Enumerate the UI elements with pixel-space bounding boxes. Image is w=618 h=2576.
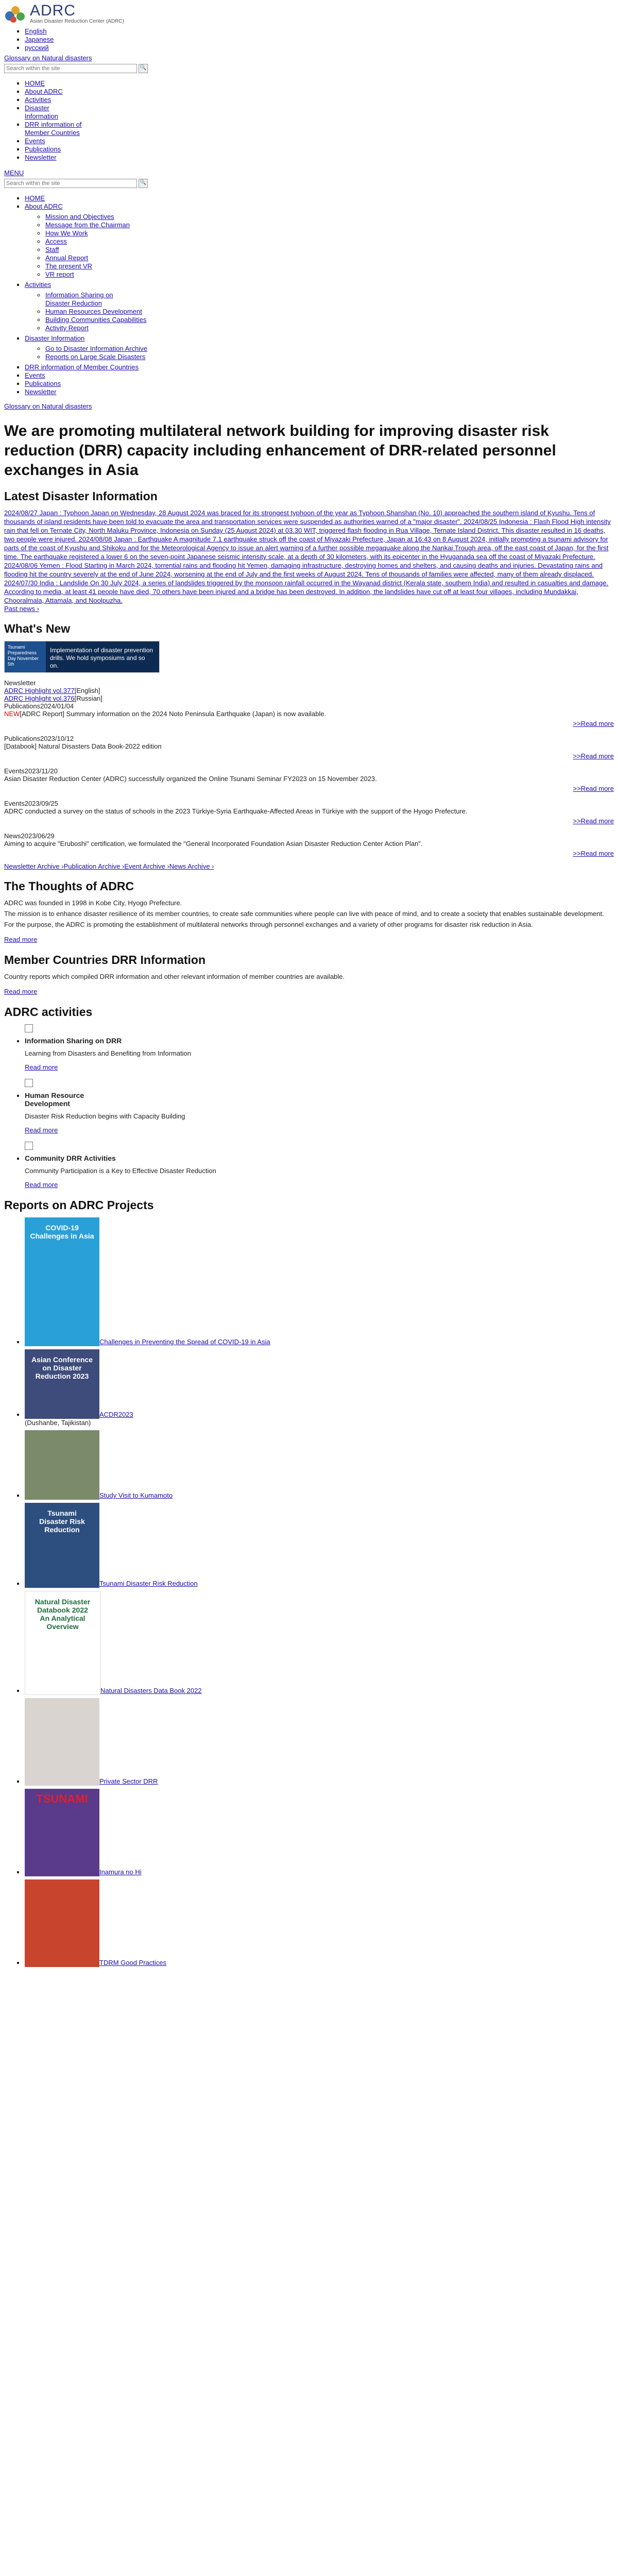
info-sharing-icon [25, 1024, 33, 1032]
thumbnail-caption: ▪ COVID-19 Challenges in Asia [30, 1224, 94, 1240]
project-link[interactable]: Private Sector DRR [99, 1777, 158, 1785]
project-item [25, 1349, 614, 1427]
menu-newsletter[interactable]: Newsletter [25, 388, 57, 396]
news-text: [Databook] Natural Disasters Data Book-2022 edition [4, 742, 162, 750]
project-item [25, 1698, 614, 1786]
menu-act-info[interactable]: Information Sharing on Disaster Reduction [45, 291, 113, 307]
nav-activities[interactable]: Activities [25, 96, 52, 104]
news-category: Newsletter [4, 679, 36, 687]
project-thumbnail[interactable] [25, 1591, 100, 1695]
new-badge: NEW [4, 710, 20, 718]
nav-home[interactable]: HOME [25, 79, 45, 87]
thoughts-read-more[interactable]: Read more [4, 936, 38, 943]
site-header [4, 0, 614, 26]
project-thumbnail[interactable] [25, 1217, 99, 1346]
menu-events[interactable]: Events [25, 371, 45, 379]
search-bar [4, 64, 614, 73]
news-date: Events2023/11/20 [4, 767, 58, 775]
search-input-2[interactable] [4, 179, 137, 188]
read-more-link[interactable]: >>Read more [573, 817, 614, 825]
menu-about-annual[interactable]: Annual Report [45, 254, 89, 262]
nav-newsletter[interactable]: Newsletter [25, 154, 57, 161]
disaster-ticker[interactable]: 2024/08/27 Japan : Typhoon Japan on Wednesday, 28 August 2024 was braced for its strongest typhoon of the year as Typhoon Shanshan (No. 10) approached the southern island of Kyushu. Tens of thousands of island residents have been told to evacuate the area and transportation services were suspended as authorities warned of a "major disaster". 2024/08/25 Indonesia : Flash Flood High intensity rain that fell on Ternate City, North Maluku Province, Indonesia on Sunday (25 August 2024) at 03.30 WIT, triggered flash flooding in Rua Village, Ternate Island District. This disaster resulted in 16 deaths, two people were injured. 2024/08/08 Japan : Earthquake A magnitude 7.1 earthquake struck off the coast of Miyazaki Prefecture, Japan at 16:43 on 8 August 2024, initially prompting a tsunami advisory for parts of the coast of Kyushu and Shikoku and for the Meteorological Agency to issue an alert warning of a further possible megaquake along the Nankai Trough area, off the east coast of Japan, for the first time. The earthquake registered a lower 6 on the seven-point Japanese seismic intensity scale, at a depth of 30 kilometers, with its epicenter in the Hyuganada sea off the coast of Miyazaki Prefecture. 2024/08/06 Yemen : Flood Starting in March 2024, torrential rains and flooding hit Yemen, damaging infrastructure, destroying homes and shelters, and causing deaths and injuries. Devastating rains and flooding hit the country severely at the end of June 2024, worsening at the end of July and the first weeks of August 2024. Tens of thousands of families were affected, many of them already displaced. 2024/07/30 India : Landslide On 30 July 2024, a series of landslides triggered by the monsoon rainfall occurred in the Wayanad district (Kerala state, southern India) and resulted in casualties and damage. According to media, at least 41 people have died, 70 others have been injured and a bridge has been destroyed. In addition, the landslides have cut off at least four villages, including Mundakkai, Chooralmala, Attamala, and Noolpuzha. [4, 509, 611, 604]
menu-act-community[interactable]: Building Communities Capabilities [45, 316, 147, 324]
menu-activities[interactable]: Activities [25, 281, 52, 289]
activity-read-more[interactable]: Read more [25, 1126, 58, 1134]
menu-about-vr[interactable]: The present VR [45, 262, 93, 270]
project-thumbnail[interactable] [25, 1879, 99, 1967]
thoughts-p3: For the purpose, the ADRC is promoting the establishment of multilateral networks through personnel exchanges and a variety of other programs for disaster risk reduction in Asia. [4, 921, 533, 928]
projects-list [4, 1217, 614, 1967]
activity-desc: Community Participation is a Key to Effective Disaster Reduction [25, 1167, 216, 1175]
lang-tag: [Russian] [74, 694, 102, 702]
thumbnail-caption: ▪ Natural Disaster Databook 2022 An Analytical Overview [35, 1598, 91, 1631]
menu-act-report[interactable]: Activity Report [45, 324, 89, 332]
lang-tag: [English] [74, 687, 100, 694]
project-thumbnail[interactable] [25, 1789, 99, 1876]
project-link[interactable]: Tsunami Disaster Risk Reduction [99, 1580, 198, 1587]
menu-home[interactable]: HOME [25, 194, 45, 202]
newsletter-link-376[interactable]: ADRC Highlight vol.376 [4, 694, 75, 702]
member-read-more[interactable]: Read more [4, 988, 38, 995]
lang-russian[interactable]: русский [25, 44, 49, 52]
news-date: News2023/06/29 [4, 832, 55, 840]
menu-about[interactable]: About ADRC [25, 202, 63, 210]
member-text: Country reports which compiled DRR information and other relevant information of member countries are available. [4, 973, 345, 980]
search-button[interactable]: 🔍 [139, 64, 148, 73]
hrd-icon [25, 1079, 33, 1087]
main-nav [4, 79, 614, 162]
menu-about-message[interactable]: Message from the Chairman [45, 221, 130, 229]
thumbnail-caption: ▪ TSUNAMI [36, 1792, 88, 1805]
whats-new-heading: What's New [4, 622, 71, 635]
menu-toggle[interactable]: MENU [4, 169, 24, 177]
activity-desc: Disaster Risk Reduction begins with Capacity Building [25, 1112, 185, 1120]
news-entry [4, 832, 614, 857]
news-text: ADRC conducted a survey on the status of schools in the 2023 Türkiye-Syria Earthquake-Affected Areas in Türkiye with the support of the Hyogo Prefecture. [4, 807, 468, 815]
project-thumbnail[interactable] [25, 1503, 99, 1588]
project-caption: (Dushanbe, Tajikistan) [25, 1419, 91, 1427]
activity-read-more[interactable]: Read more [25, 1063, 58, 1071]
search-button-2[interactable]: 🔍 [139, 179, 148, 188]
activity-title: ▪ Community DRR Activities [25, 1154, 116, 1162]
read-more-link[interactable]: >>Read more [573, 785, 614, 792]
news-date: Events2023/09/25 [4, 800, 58, 807]
language-list [4, 27, 614, 52]
lang-english[interactable]: English [25, 27, 47, 35]
news-entry [4, 702, 614, 727]
project-item [25, 1789, 614, 1876]
read-more-link[interactable]: >>Read more [573, 850, 614, 857]
menu-drr-member[interactable]: DRR information of Member Countries [25, 363, 139, 371]
news-text: Asian Disaster Reduction Center (ADRC) successfully organized the Online Tsunami Seminar FY2023 on 15 November 2023. [4, 775, 377, 783]
archive-links[interactable]: Newsletter Archive ›Publication Archive ›Event Archive ›News Archive › [4, 862, 214, 870]
menu-about-access[interactable]: Access [45, 238, 67, 245]
menu-act-hrd[interactable]: Human Resources Development [45, 308, 142, 315]
member-heading: Member Countries DRR Information [4, 953, 206, 967]
projects-heading: Reports on ADRC Projects [4, 1198, 154, 1212]
search-bar-2 [4, 179, 614, 188]
activity-read-more[interactable]: Read more [25, 1181, 58, 1189]
nav-drr-member[interactable]: DRR information of Member Countries [25, 121, 82, 137]
glossary-link[interactable]: Glossary on Natural disasters [4, 54, 92, 62]
page-title: We are promoting multilateral network building for improving disaster risk reduction (DRR) capacity including enhancement of DRR-related personnel exchanges in Asia [4, 422, 556, 479]
project-link[interactable]: Study Visit to Kumamoto [99, 1492, 173, 1499]
project-item [25, 1591, 614, 1695]
project-link[interactable]: ACDR2023 [99, 1411, 133, 1418]
activities-list [4, 1024, 614, 1189]
news-entry [4, 767, 614, 792]
project-link[interactable]: Inamura no Hi [99, 1868, 142, 1876]
nav-disaster-info[interactable]: Disaster Information [25, 104, 59, 120]
project-thumbnail[interactable] [25, 1349, 99, 1419]
nav-about[interactable]: About ADRC [25, 88, 63, 95]
thumbnail-caption: ▪ Asian Conference on Disaster Reduction 2023 [31, 1355, 93, 1380]
logo-subtitle: Asian Disaster Reduction Center (ADRC) [30, 19, 124, 24]
activity-title: ▪ Information Sharing on DRR [25, 1037, 122, 1045]
news-text: [ADRC Report] Summary information on the 2024 Noto Peninsula Earthquake (Japan) is now available. [20, 710, 327, 718]
search-input[interactable] [4, 64, 137, 73]
project-link[interactable]: TDRM Good Practices [99, 1959, 167, 1967]
past-news-link[interactable]: Past news › [4, 605, 39, 613]
glossary-link-2[interactable]: Glossary on Natural disasters [4, 402, 92, 410]
menu-about-how[interactable]: How We Work [45, 229, 88, 237]
project-item [25, 1430, 614, 1500]
community-icon [25, 1142, 33, 1150]
project-link[interactable]: Natural Disasters Data Book 2022 [100, 1687, 202, 1694]
thoughts-heading: The Thoughts of ADRC [4, 879, 134, 893]
read-more-link[interactable]: >>Read more [573, 720, 614, 727]
news-text: Aiming to acquire "Eruboshi" certification, we formulated the "General Incorporated Foundation Asian Disaster Reduction Center Action Plan". [4, 840, 423, 848]
thumbnail-caption: ▪ Tsunami Disaster Risk Reduction [39, 1509, 85, 1534]
menu-disaster-archive[interactable]: Go to Disaster Information Archive [45, 345, 147, 352]
menu-publications[interactable]: Publications [25, 380, 61, 387]
menu-about-mission[interactable]: Mission and Objectives [45, 213, 114, 221]
banner-left-text: Tsunami Preparedness Day November 5th [5, 641, 46, 672]
menu-about-staff[interactable]: Staff [45, 246, 59, 253]
nav-events[interactable]: Events [25, 137, 45, 145]
project-item [25, 1217, 614, 1346]
tsunami-day-banner[interactable] [4, 641, 160, 673]
menu-disaster-reports[interactable]: Reports on Large Scale Disasters [45, 353, 146, 361]
news-date: Publications2024/01/04 [4, 702, 74, 710]
project-thumbnail[interactable] [25, 1430, 99, 1500]
news-date: Publications2023/10/12 [4, 735, 74, 742]
news-entry [4, 735, 614, 760]
news-entry [4, 800, 614, 825]
project-link[interactable]: Challenges in Preventing the Spread of COVID-19 in Asia [99, 1338, 270, 1346]
project-item [25, 1503, 614, 1588]
latest-heading: Latest Disaster Information [4, 489, 158, 503]
project-thumbnail[interactable] [25, 1698, 99, 1786]
adrc-logo-icon[interactable] [4, 4, 27, 24]
logo-name[interactable]: ADRC [30, 2, 76, 19]
newsletter-link-377[interactable]: ADRC Highlight vol.377 [4, 687, 75, 694]
menu-disaster[interactable]: Disaster Information [25, 334, 85, 342]
news-entry [4, 679, 614, 702]
activities-heading: ADRC activities [4, 1005, 93, 1019]
nav-publications[interactable]: Publications [25, 145, 61, 153]
menu-about-vr-report[interactable]: VR report [45, 270, 74, 278]
thoughts-p2: The mission is to enhance disaster resilience of its member countries, to create safe communities where people can live with peace of mind, and to create a society that enables sustainable development. [4, 910, 604, 918]
project-item [25, 1879, 614, 1967]
thoughts-p1: ADRC was founded in 1998 in Kobe City, Hyogo Prefecture. [4, 899, 182, 907]
banner-right-text: Implementation of disaster prevention drills. We hold symposiums and so on. [46, 641, 159, 672]
activity-desc: Learning from Disasters and Benefiting from Information [25, 1049, 191, 1057]
menu-nav [4, 194, 614, 396]
lang-japanese[interactable]: Japanese [25, 36, 54, 43]
activity-title: ▪ Human Resource Development [25, 1091, 84, 1108]
read-more-link[interactable]: >>Read more [573, 752, 614, 760]
